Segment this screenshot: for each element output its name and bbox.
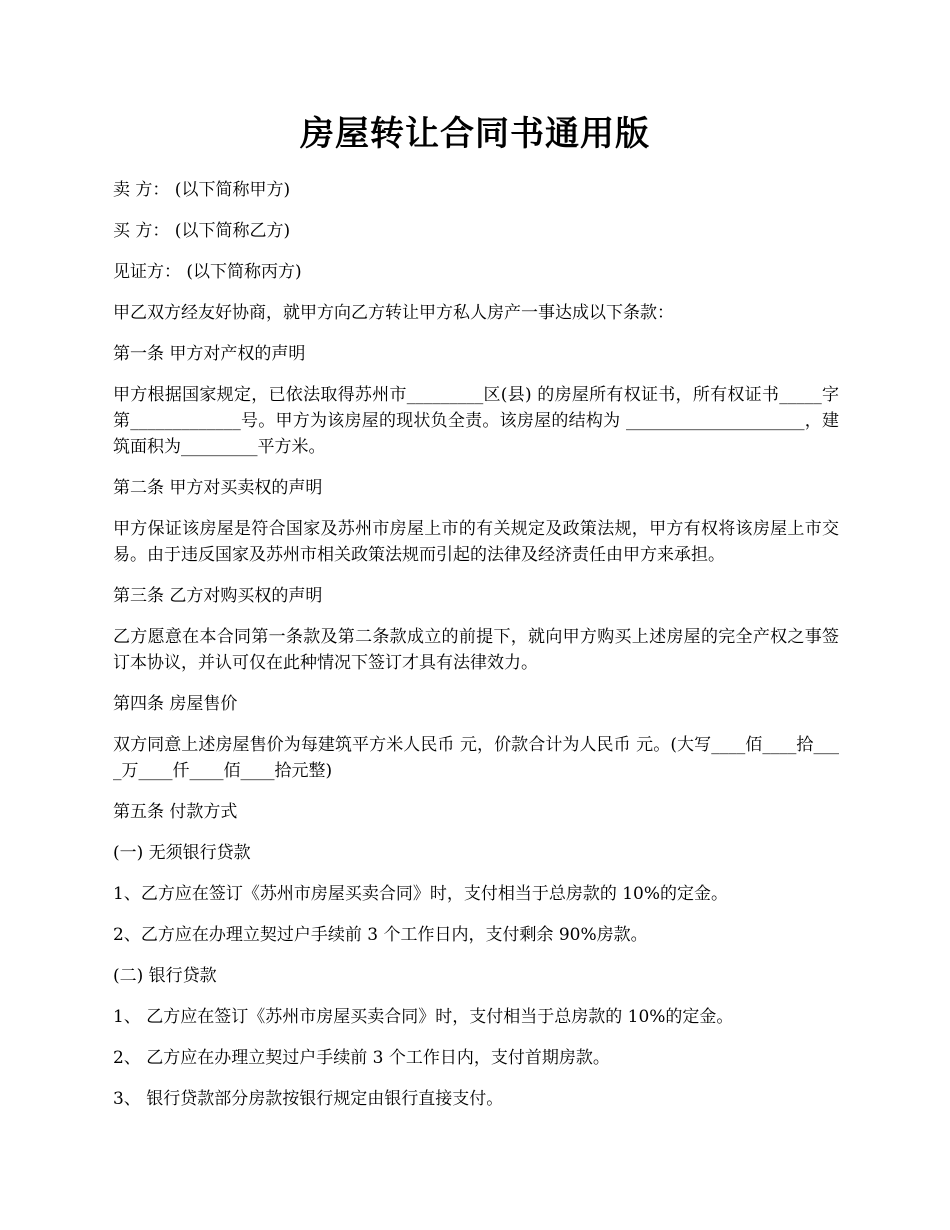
article4-body: 双方同意上述房屋售价为每建筑平方米人民币 元，价款合计为人民币 元。(大写____佰____拾____万____仟____佰____拾元整): [113, 735, 839, 781]
section1-item-2: 2、乙方应在办理立契过户手续前 3 个工作日内，支付剩余 90%房款。: [113, 925, 648, 945]
article2-heading: 第二条 甲方对买卖权的声明: [113, 478, 323, 498]
article3-heading: 第三条 乙方对购买权的声明: [113, 586, 323, 606]
article1-heading: 第一条 甲方对产权的声明: [113, 344, 306, 364]
document-body: [113, 177, 839, 1127]
section1-title: (一) 无须银行贷款: [113, 843, 251, 863]
article3-body: 乙方愿意在本合同第一条款及第二条款成立的前提下，就向甲方购买上述房屋的完全产权之事签订本协议，并认可仅在此种情况下签订才具有法律效力。: [113, 627, 839, 673]
article4-heading: 第四条 房屋售价: [113, 694, 238, 714]
seller-line: 卖 方： (以下简称甲方): [113, 180, 291, 200]
section2-title: (二) 银行贷款: [113, 966, 217, 986]
article2-body: 甲方保证该房屋是符合国家及苏州市房屋上市的有关规定及政策法规，甲方有权将该房屋上市交易。由于违反国家及苏州市相关政策法规而引起的法律及经济责任由甲方来承担。: [113, 519, 839, 565]
intro-paragraph: 甲乙双方经友好协商，就甲方向乙方转让甲方私人房产一事达成以下条款：: [113, 303, 674, 323]
section2-item-2: 2、 乙方应在办理立契过户手续前 3 个工作日内，支付首期房款。: [113, 1048, 610, 1068]
article5-heading: 第五条 付款方式: [113, 802, 238, 822]
section1-item-1: 1、乙方应在签订《苏州市房屋买卖合同》时，支付相当于总房款的 10%的定金。: [113, 884, 729, 904]
witness-line: 见证方： (以下简称丙方): [113, 262, 302, 282]
section2-item-3: 3、 银行贷款部分房款按银行规定由银行直接支付。: [113, 1089, 504, 1109]
document-title: 房屋转让合同书通用版: [300, 114, 650, 154]
section2-item-1: 1、 乙方应在签订《苏州市房屋买卖合同》时，支付相当于总房款的 10%的定金。: [113, 1007, 734, 1027]
buyer-line: 买 方： (以下简称乙方): [113, 221, 291, 241]
article1-body: 甲方根据国家规定，已依法取得苏州市_________区(县) 的房屋所有权证书，所有权证书_____字第_____________号。甲方为该房屋的现状负全责。该房屋的结构为 _____________________，建筑面积为_________平方米。: [113, 385, 839, 457]
